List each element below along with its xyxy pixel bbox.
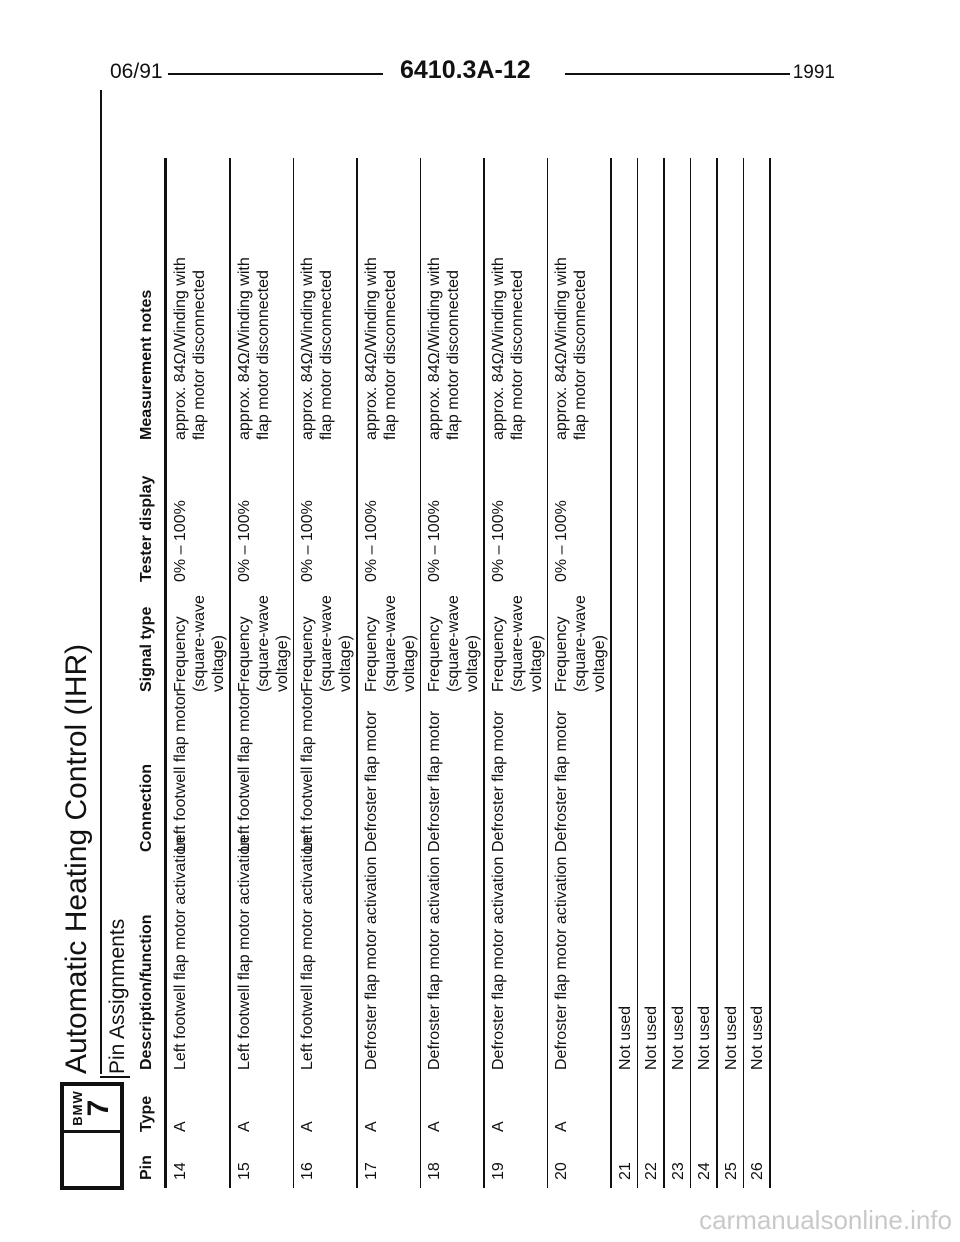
measurement-note-line: flap motor disconnected [445,270,462,440]
signal-type-line: voltage) [337,635,354,692]
pin-type: A [553,1121,570,1132]
measurement-notes [171,257,209,440]
pin-assignment-table [134,90,771,1190]
measurement-note-line: approx. 84Ω/Winding with [489,257,507,440]
signal-type [552,595,609,692]
measurement-note-line: flap motor disconnected [318,270,335,440]
pin-number: 19 [489,1162,507,1180]
signal-type-line: voltage) [464,635,481,692]
signal-type-line: (square-wave [508,595,526,692]
pin-description: Defroster flap motor activation [426,856,443,1070]
measurement-note-line: flap motor disconnected [508,270,526,440]
table-header [134,90,164,1190]
measurement-notes [489,257,527,440]
measurement-notes [298,257,336,440]
pin-number: 15 [235,1162,253,1180]
pin-description: Not used [616,1005,634,1070]
signal-type-line: (square-wave [318,595,335,692]
document-subtitle: Pin Assignments [106,918,129,1074]
signal-type-line: (square-wave [381,595,399,692]
tester-display: 0% – 100% [426,500,443,582]
signal-type-line: Frequency [553,616,570,692]
pin-connection: Left footwell flap motor [235,691,253,852]
tester-display: 0% – 100% [235,500,253,582]
measurement-note-line: flap motor disconnected [572,270,589,440]
table-row [421,90,483,1190]
signal-type-line: (square-wave [445,595,462,692]
signal-type-line: Frequency [362,616,380,692]
table-body [167,90,771,1190]
pin-connection: Defroster flap motor [489,710,507,852]
pin-number: 17 [362,1162,380,1180]
header-rule-right [565,73,790,75]
measurement-notes [425,257,463,440]
col-header-pin: Pin [138,1155,155,1180]
pin-number: 14 [172,1162,189,1180]
col-header-signal-type: Signal type [138,606,155,692]
pin-connection: Defroster flap motor [362,710,380,852]
pin-type: A [235,1121,253,1132]
table-row [231,90,293,1190]
pin-type: A [426,1121,443,1132]
pin-connection: Left footwell flap motor [299,691,316,852]
signal-type-line: (square-wave [572,595,589,692]
col-header-tester-display: Tester display [138,475,155,582]
pin-type: A [172,1121,189,1132]
table-row [612,90,637,1190]
table-row [294,90,356,1190]
pin-number: 20 [553,1162,570,1180]
signal-type-line: voltage) [273,635,291,692]
pin-type: A [299,1121,316,1132]
signal-type-line: voltage) [210,635,227,692]
tester-display: 0% – 100% [172,500,189,582]
pin-description: Left footwell flap motor activation [235,836,253,1070]
signal-type-line: Frequency [172,616,189,692]
measurement-note-line: flap motor disconnected [191,270,208,440]
signal-type [298,595,355,692]
table-row [167,90,229,1190]
logo-badge [64,1086,120,1130]
table-row [665,90,690,1190]
table-row [691,90,716,1190]
watermark: carmanualsonline.info [699,1205,952,1235]
measurement-notes [362,257,400,440]
measurement-note-line: approx. 84Ω/Winding with [553,257,570,440]
pin-description: Not used [749,1005,766,1070]
signal-type [362,595,419,692]
measurement-notes [235,257,273,440]
pin-number: 26 [749,1162,766,1180]
signal-type [171,595,228,692]
measurement-note-line: flap motor disconnected [254,270,272,440]
signal-type-line: Frequency [299,616,316,692]
pin-number: 16 [299,1162,316,1180]
pin-description: Not used [669,1005,687,1070]
measurement-notes [552,257,590,440]
rotated-page-body [60,90,820,1190]
signal-type-line: (square-wave [254,595,272,692]
pin-description: Defroster flap motor activation [553,856,570,1070]
signal-type-line: (square-wave [191,595,208,692]
pin-description: Defroster flap motor activation [362,856,380,1070]
signal-type [425,595,482,692]
signal-type-line: voltage) [400,635,418,692]
pin-connection: Defroster flap motor [553,710,570,852]
pin-description: Left footwell flap motor activation [172,836,189,1070]
signal-type [489,595,546,692]
pin-description: Not used [722,1005,740,1070]
page-header [110,52,835,92]
pin-number: 23 [669,1162,687,1180]
row-divider [769,158,771,1188]
tester-display: 0% – 100% [299,500,316,582]
title-rule [100,90,102,1074]
signal-type-line: Frequency [235,616,253,692]
pin-connection: Left footwell flap motor [172,691,189,852]
col-header-measurement-notes: Measurement notes [138,289,155,440]
header-date: 06/91 [110,60,163,83]
pin-connection: Defroster flap motor [426,710,443,852]
measurement-note-line: approx. 84Ω/Winding with [235,257,253,440]
pin-number: 25 [722,1162,740,1180]
pin-description: Left footwell flap motor activation [299,836,316,1070]
table-row [718,90,743,1190]
header-rule-left [168,73,383,75]
signal-type-line: voltage) [527,635,545,692]
logo-blank-panel [64,1130,120,1186]
logo-group-number: 7 [81,1099,115,1117]
col-header-type: Type [138,1095,155,1132]
measurement-note-line: approx. 84Ω/Winding with [172,257,189,440]
tester-display: 0% – 100% [553,500,570,582]
pin-number: 21 [616,1162,634,1180]
tester-display: 0% – 100% [489,500,507,582]
pin-number: 22 [643,1162,660,1180]
measurement-note-line: flap motor disconnected [381,270,399,440]
col-header-description: Description/function [138,914,155,1070]
signal-type [235,595,292,692]
table-row [744,90,769,1190]
pin-number: 24 [696,1162,713,1180]
col-header-connection: Connection [138,764,155,852]
title-rule-vertical [100,1076,130,1078]
bmw-group-logo [60,1082,124,1190]
signal-type-line: Frequency [426,616,443,692]
measurement-note-line: approx. 84Ω/Winding with [426,257,443,440]
pin-description: Not used [643,1005,660,1070]
measurement-note-line: approx. 84Ω/Winding with [299,257,316,440]
pin-number: 18 [426,1162,443,1180]
pin-type: A [489,1121,507,1132]
tester-display: 0% – 100% [362,500,380,582]
signal-type-line: Frequency [489,616,507,692]
document-title: Automatic Heating Control (IHR) [60,643,93,1074]
measurement-note-line: approx. 84Ω/Winding with [362,257,380,440]
logo-brand: BMW [69,1090,85,1126]
header-doc-code: 6410.3A-12 [400,56,531,84]
table-row [358,90,420,1190]
pin-description: Not used [696,1005,713,1070]
header-year: 1991 [792,62,835,83]
table-row [638,90,663,1190]
signal-type-line: voltage) [591,635,608,692]
table-row [485,90,547,1190]
pin-description: Defroster flap motor activation [489,856,507,1070]
pin-type: A [362,1121,380,1132]
table-row [548,90,610,1190]
